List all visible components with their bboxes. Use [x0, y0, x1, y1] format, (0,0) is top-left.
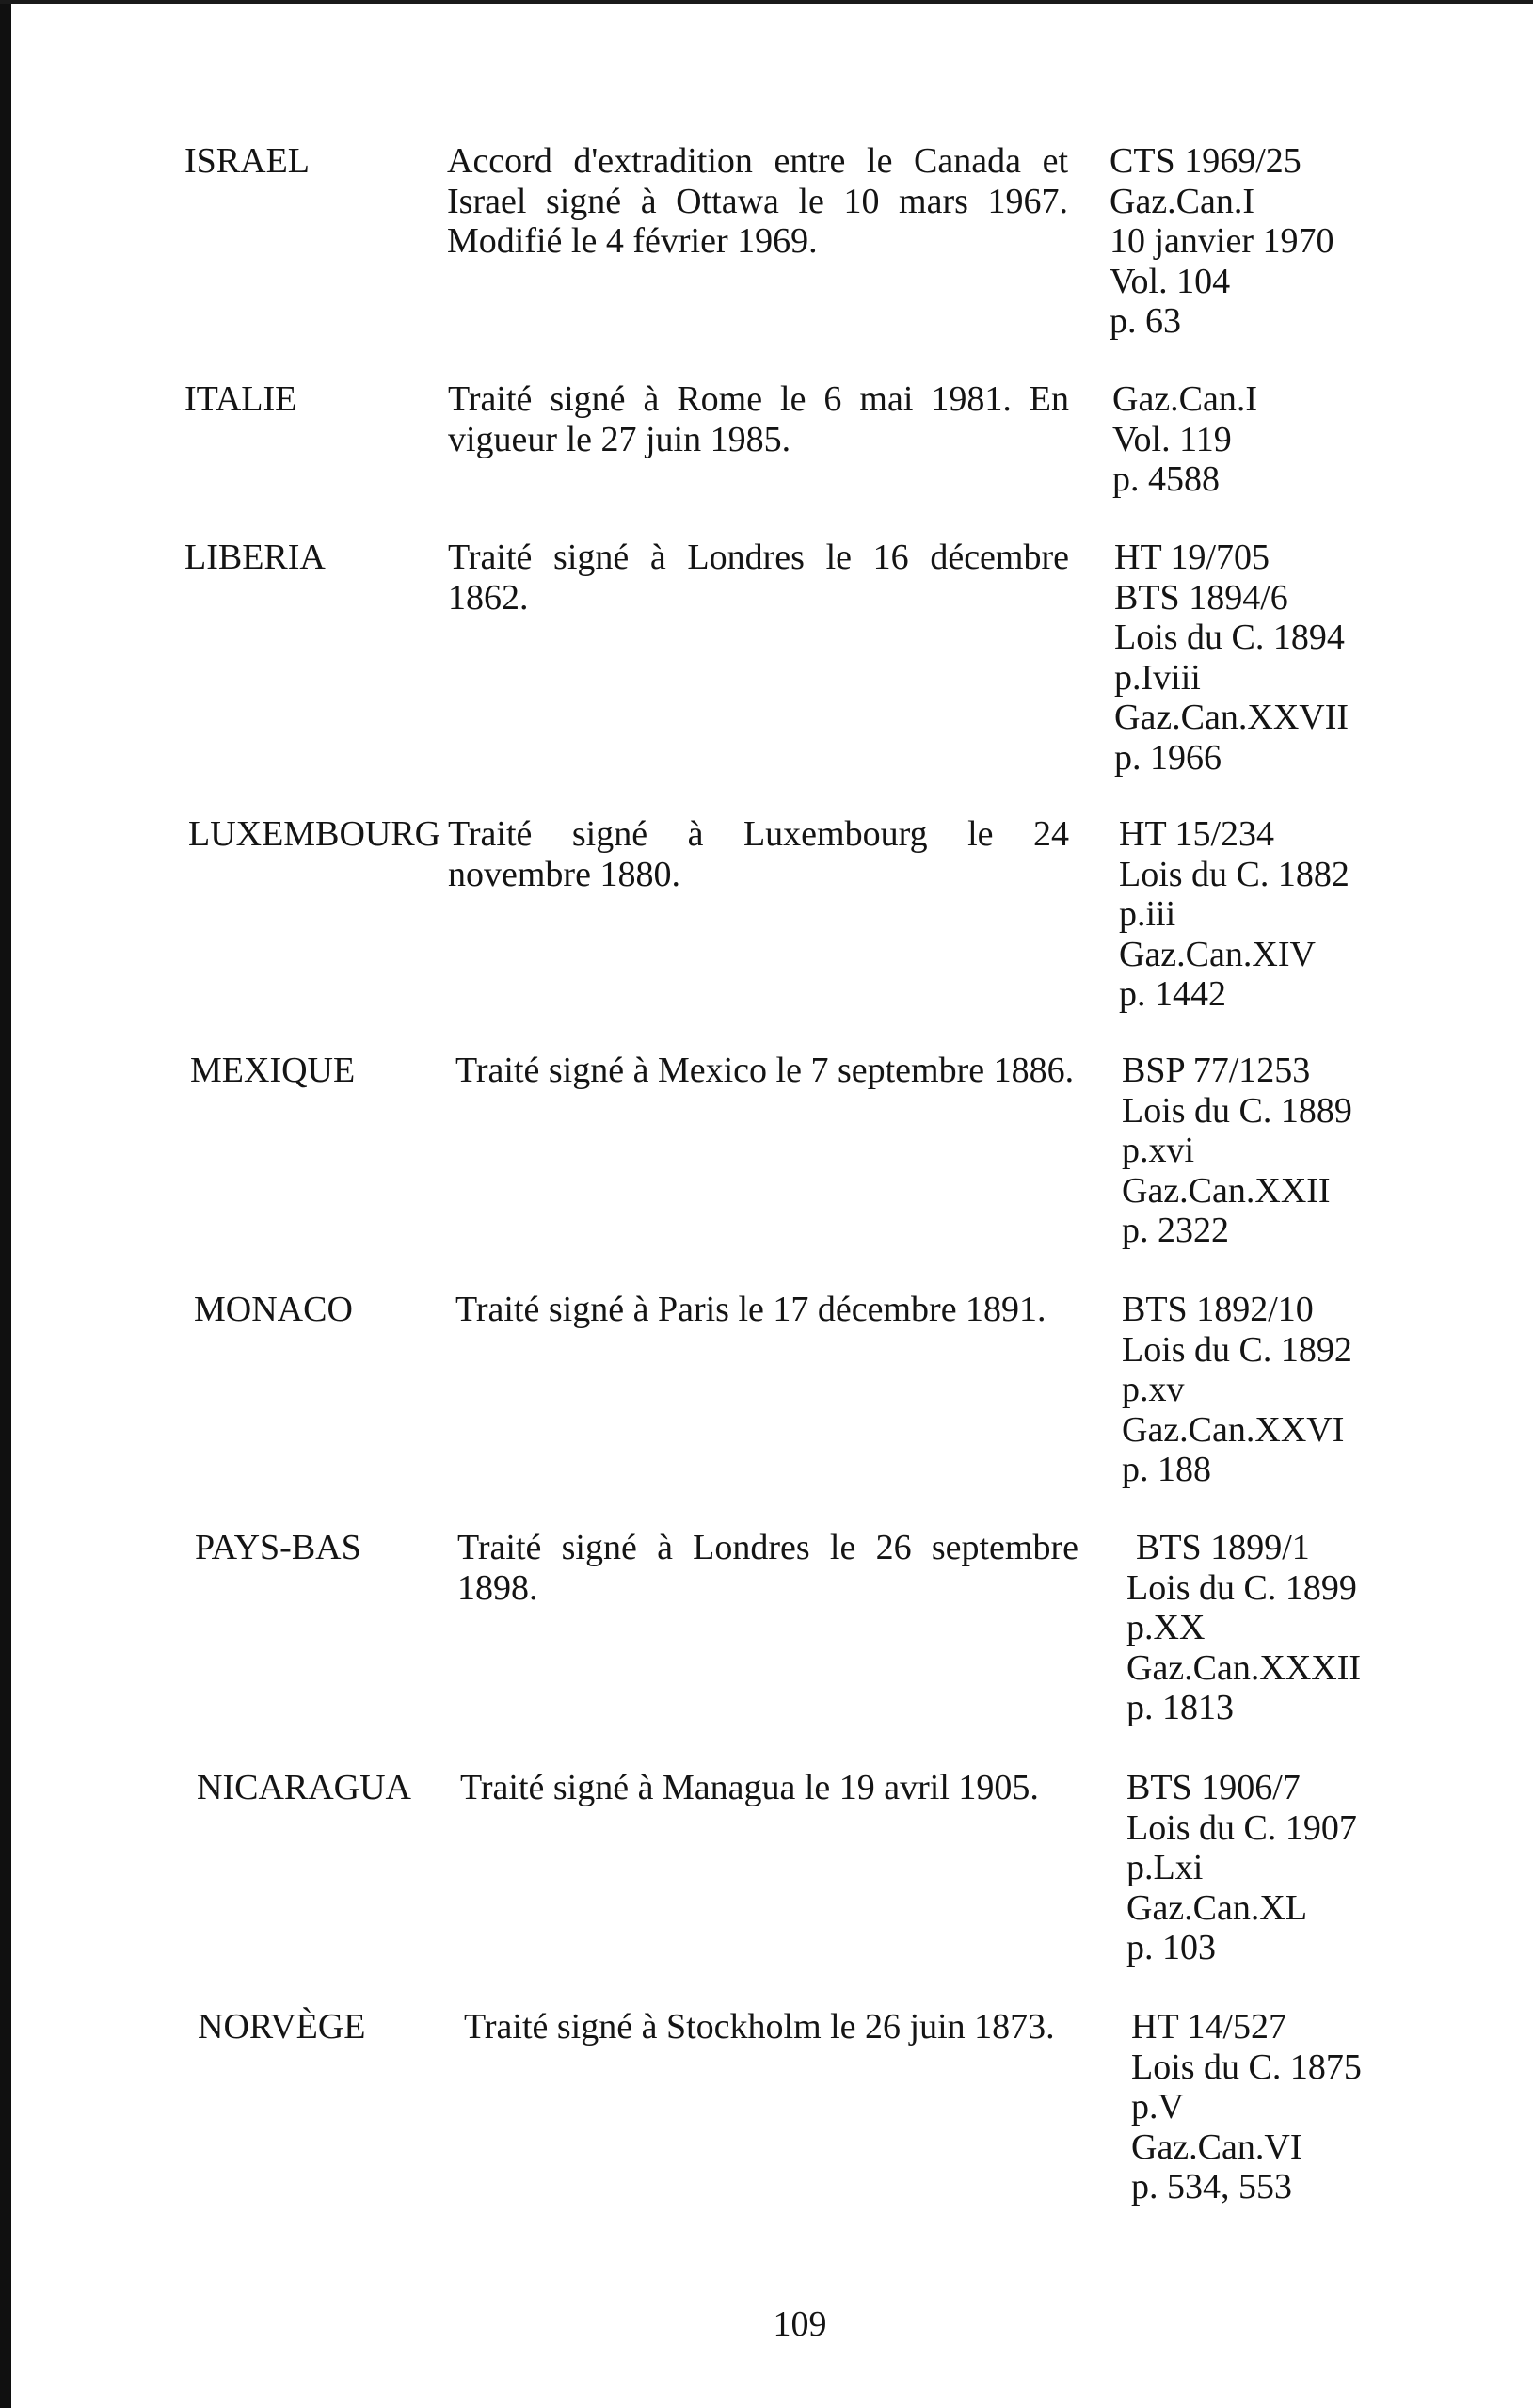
- treaty-description: [457, 1528, 1078, 1608]
- country-name: ITALIE: [184, 379, 297, 419]
- treaty-description: [455, 1290, 1077, 1330]
- treaty-description: [455, 1051, 1077, 1091]
- reference-line: p. 534, 553: [1131, 2167, 1292, 2207]
- scan-edge-top: [0, 0, 1533, 4]
- country-name: MEXIQUE: [190, 1051, 356, 1090]
- treaty-references: [1119, 814, 1401, 1015]
- reference-line: Lois du C. 1875: [1131, 2047, 1362, 2087]
- description-line: Israel signé à Ottawa le 10 mars 1967.: [447, 181, 1068, 221]
- reference-line: p. 1813: [1126, 1688, 1234, 1727]
- reference-line: Gaz.Can.I: [1112, 379, 1258, 419]
- country-name: LIBERIA: [184, 538, 326, 577]
- reference-line: BTS 1899/1: [1136, 1528, 1310, 1567]
- description-line: vigueur le 27 juin 1985.: [448, 419, 791, 459]
- reference-line: p.XX: [1126, 1608, 1206, 1647]
- reference-line: p.Lxi: [1126, 1848, 1204, 1887]
- treaty-references: [1126, 1528, 1409, 1728]
- reference-line: Lois du C. 1892: [1122, 1329, 1352, 1370]
- reference-line: p. 4588: [1112, 459, 1220, 499]
- description-line: Traité signé à Londres le 16 décembre: [448, 538, 1069, 577]
- country-name: LUXEMBOURG: [188, 814, 441, 854]
- reference-line: Gaz.Can.XXII: [1122, 1170, 1331, 1211]
- reference-line: Gaz.Can.XXXII: [1126, 1647, 1362, 1688]
- description-line: Traité signé à Managua le 19 avril 1905.: [460, 1768, 1039, 1807]
- reference-line: Vol. 119: [1112, 419, 1232, 459]
- reference-line: p. 1966: [1114, 737, 1222, 778]
- reference-line: Gaz.Can.XIV: [1119, 934, 1316, 974]
- reference-line: Lois du C. 1907: [1126, 1807, 1357, 1848]
- country-name: NICARAGUA: [197, 1768, 411, 1807]
- reference-line: Gaz.Can.XXVII: [1114, 698, 1349, 737]
- country-name: NORVÈGE: [198, 2007, 366, 2047]
- scan-edge-left: [0, 0, 11, 2408]
- country-name: PAYS-BAS: [195, 1528, 361, 1567]
- treaty-references: [1122, 1290, 1404, 1490]
- reference-line: HT 19/705: [1114, 538, 1270, 577]
- reference-line: BTS 1906/7: [1126, 1768, 1301, 1807]
- reference-line: p. 63: [1110, 301, 1181, 341]
- treaty-references: [1126, 1768, 1409, 1968]
- reference-line: p. 2322: [1122, 1211, 1229, 1250]
- reference-line: Gaz.Can.XL: [1126, 1887, 1308, 1928]
- reference-line: p.Iviii: [1114, 657, 1201, 698]
- treaty-description: [460, 1768, 1081, 1808]
- reference-line: Lois du C. 1894: [1114, 618, 1345, 657]
- reference-line: p. 103: [1126, 1928, 1216, 1967]
- reference-line: p.V: [1131, 2087, 1184, 2127]
- reference-line: Gaz.Can.XXVI: [1122, 1409, 1345, 1450]
- description-line: Traité signé à Stockholm le 26 juin 1873.: [464, 2007, 1055, 2047]
- treaty-description: [448, 538, 1069, 618]
- treaty-description: [448, 814, 1069, 894]
- reference-line: CTS 1969/25: [1110, 141, 1301, 181]
- description-line: Modifié le 4 février 1969.: [447, 221, 818, 261]
- reference-line: 10 janvier 1970: [1110, 221, 1334, 261]
- treaty-references: [1110, 141, 1392, 342]
- treaty-description: [464, 2007, 1085, 2047]
- country-name: ISRAEL: [184, 141, 310, 181]
- treaty-references: [1114, 538, 1397, 778]
- description-line: Accord d'extradition entre le Canada et: [447, 141, 1068, 181]
- reference-line: p. 1442: [1119, 974, 1226, 1014]
- treaty-description: [447, 141, 1068, 262]
- reference-line: BTS 1894/6: [1114, 577, 1288, 618]
- reference-line: HT 14/527: [1131, 2007, 1287, 2047]
- reference-line: Vol. 104: [1110, 261, 1231, 301]
- description-line: Traité signé à Rome le 6 mai 1981. En: [448, 379, 1069, 419]
- reference-line: BSP 77/1253: [1122, 1051, 1311, 1090]
- description-line: novembre 1880.: [448, 854, 680, 894]
- description-line: Traité signé à Londres le 26 septembre: [457, 1528, 1078, 1567]
- reference-line: p.xvi: [1122, 1131, 1195, 1170]
- page-number: 109: [773, 2304, 827, 2344]
- reference-line: p.xv: [1122, 1370, 1185, 1409]
- treaty-description: [448, 379, 1069, 459]
- description-line: Traité signé à Paris le 17 décembre 1891.: [455, 1290, 1046, 1329]
- reference-line: HT 15/234: [1119, 814, 1275, 854]
- reference-line: BTS 1892/10: [1122, 1290, 1314, 1329]
- treaty-references: [1112, 379, 1395, 500]
- reference-line: Gaz.Can.VI: [1131, 2127, 1302, 2167]
- description-line: 1862.: [448, 577, 529, 618]
- description-line: Traité signé à Mexico le 7 septembre 1886.: [455, 1051, 1075, 1090]
- reference-line: Lois du C. 1889: [1122, 1090, 1352, 1131]
- reference-line: p. 188: [1122, 1450, 1211, 1489]
- treaty-references: [1131, 2007, 1413, 2207]
- reference-line: p.iii: [1119, 894, 1176, 934]
- description-line: 1898.: [457, 1567, 538, 1608]
- reference-line: Lois du C. 1882: [1119, 854, 1349, 894]
- reference-line: Lois du C. 1899: [1126, 1567, 1357, 1608]
- description-line: Traité signé à Luxembourg le 24: [448, 814, 1069, 854]
- reference-line: Gaz.Can.I: [1110, 181, 1255, 221]
- treaty-references: [1122, 1051, 1404, 1251]
- country-name: MONACO: [194, 1290, 353, 1329]
